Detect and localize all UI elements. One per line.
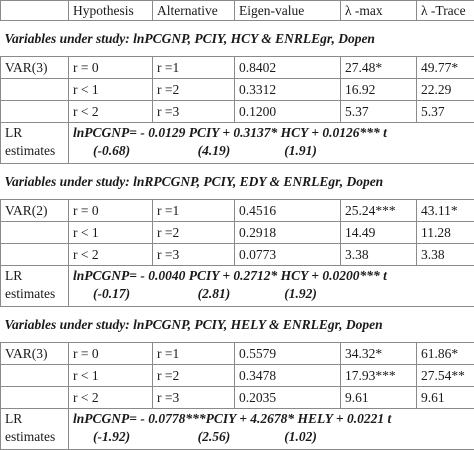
header-lambda-max: λ -max <box>341 1 417 21</box>
hypothesis-cell: r = 0 <box>69 200 153 222</box>
hypothesis-cell: r < 1 <box>69 365 153 387</box>
hypothesis-cell: r < 2 <box>69 387 153 409</box>
eigenvalue-cell: 0.0773 <box>235 244 341 266</box>
table-row <box>1 222 474 244</box>
alternative-cell: r =1 <box>153 57 235 79</box>
header-hypothesis: Hypothesis <box>69 1 153 21</box>
alternative-cell: r =3 <box>153 244 235 266</box>
lambda-trace-cell: 5.37 <box>417 101 474 123</box>
lambda-trace-cell: 27.54** <box>417 365 474 387</box>
alternative-cell: r =2 <box>153 365 235 387</box>
alternative-cell: r =3 <box>153 101 235 123</box>
model-cell <box>1 79 69 101</box>
hypothesis-cell: r = 0 <box>69 343 153 365</box>
lr-estimates-row <box>1 123 474 164</box>
lr-t-stats: (-0.17) (2.81) (1.92) <box>73 285 470 303</box>
lambda-trace-cell: 11.28 <box>417 222 474 244</box>
lr-equation: lnPCGNP= - 0.0040 PCIY + 0.2712* HCY + 0.0200*** t <box>73 267 470 285</box>
model-cell <box>1 222 69 244</box>
eigenvalue-cell: 0.4516 <box>235 200 341 222</box>
model-cell <box>1 365 69 387</box>
lr-label: LR estimates <box>1 123 69 164</box>
eigenvalue-cell: 0.3312 <box>235 79 341 101</box>
lr-equation: lnPCGNP= - 0.0778***PCIY + 4.2678* HELY + 0.0221 t <box>73 410 470 428</box>
lambda-max-cell: 9.61 <box>341 387 417 409</box>
table-row <box>1 244 474 266</box>
hypothesis-cell: r < 1 <box>69 79 153 101</box>
table-row <box>1 101 474 123</box>
table-row <box>1 79 474 101</box>
eigenvalue-cell: 0.1200 <box>235 101 341 123</box>
lambda-max-cell: 17.93*** <box>341 365 417 387</box>
alternative-cell: r =1 <box>153 343 235 365</box>
model-cell <box>1 101 69 123</box>
header-eigenvalue: Eigen-value <box>235 1 341 21</box>
lambda-max-cell: 5.37 <box>341 101 417 123</box>
lambda-trace-cell: 3.38 <box>417 244 474 266</box>
table-row <box>1 343 474 365</box>
alternative-cell: r =1 <box>153 200 235 222</box>
section-title-row <box>1 21 474 57</box>
table-row <box>1 365 474 387</box>
hypothesis-cell: r = 0 <box>69 57 153 79</box>
hypothesis-cell: r < 1 <box>69 222 153 244</box>
section-title: Variables under study: lnRPCGNP, PCIY, EDY & ENRLEgr, Dopen <box>1 164 474 200</box>
lambda-max-cell: 34.32* <box>341 343 417 365</box>
eigenvalue-cell: 0.2035 <box>235 387 341 409</box>
lambda-trace-cell: 49.77* <box>417 57 474 79</box>
hypothesis-cell: r < 2 <box>69 244 153 266</box>
table-row <box>1 200 474 222</box>
lr-equation-cell <box>69 409 474 450</box>
section-title-row <box>1 307 474 343</box>
lambda-max-cell: 3.38 <box>341 244 417 266</box>
lambda-max-cell: 25.24*** <box>341 200 417 222</box>
eigenvalue-cell: 0.2918 <box>235 222 341 244</box>
section-title: Variables under study: lnPCGNP, PCIY, HCY & ENRLEgr, Dopen <box>1 21 474 57</box>
lr-equation-cell <box>69 123 474 164</box>
table-row <box>1 387 474 409</box>
header-lambda-trace: λ -Trace <box>417 1 474 21</box>
hypothesis-cell: r < 2 <box>69 101 153 123</box>
model-cell <box>1 244 69 266</box>
lr-estimates-row <box>1 409 474 450</box>
lr-estimates-row <box>1 266 474 307</box>
lr-t-stats: (-0.68) (4.19) (1.91) <box>73 142 470 160</box>
alternative-cell: r =2 <box>153 79 235 101</box>
model-cell <box>1 387 69 409</box>
model-cell: VAR(3) <box>1 57 69 79</box>
section-title-row <box>1 164 474 200</box>
lr-equation-cell <box>69 266 474 307</box>
lr-equation: lnPCGNP= - 0.0129 PCIY + 0.3137* HCY + 0.0126*** t <box>73 124 470 142</box>
lambda-trace-cell: 22.29 <box>417 79 474 101</box>
header-row <box>1 1 474 21</box>
alternative-cell: r =2 <box>153 222 235 244</box>
lambda-max-cell: 27.48* <box>341 57 417 79</box>
lambda-trace-cell: 9.61 <box>417 387 474 409</box>
lr-t-stats: (-1.92) (2.56) (1.02) <box>73 428 470 446</box>
lr-label: LR estimates <box>1 266 69 307</box>
lambda-trace-cell: 61.86* <box>417 343 474 365</box>
eigenvalue-cell: 0.5579 <box>235 343 341 365</box>
lambda-max-cell: 16.92 <box>341 79 417 101</box>
header-alternative: Alternative <box>153 1 235 21</box>
eigenvalue-cell: 0.3478 <box>235 365 341 387</box>
alternative-cell: r =3 <box>153 387 235 409</box>
header-cell <box>1 1 69 21</box>
model-cell: VAR(2) <box>1 200 69 222</box>
eigenvalue-cell: 0.8402 <box>235 57 341 79</box>
model-cell: VAR(3) <box>1 343 69 365</box>
lr-label: LR estimates <box>1 409 69 450</box>
section-title: Variables under study: lnPCGNP, PCIY, HELY & ENRLEgr, Dopen <box>1 307 474 343</box>
lambda-trace-cell: 43.11* <box>417 200 474 222</box>
table-row <box>1 57 474 79</box>
lambda-max-cell: 14.49 <box>341 222 417 244</box>
